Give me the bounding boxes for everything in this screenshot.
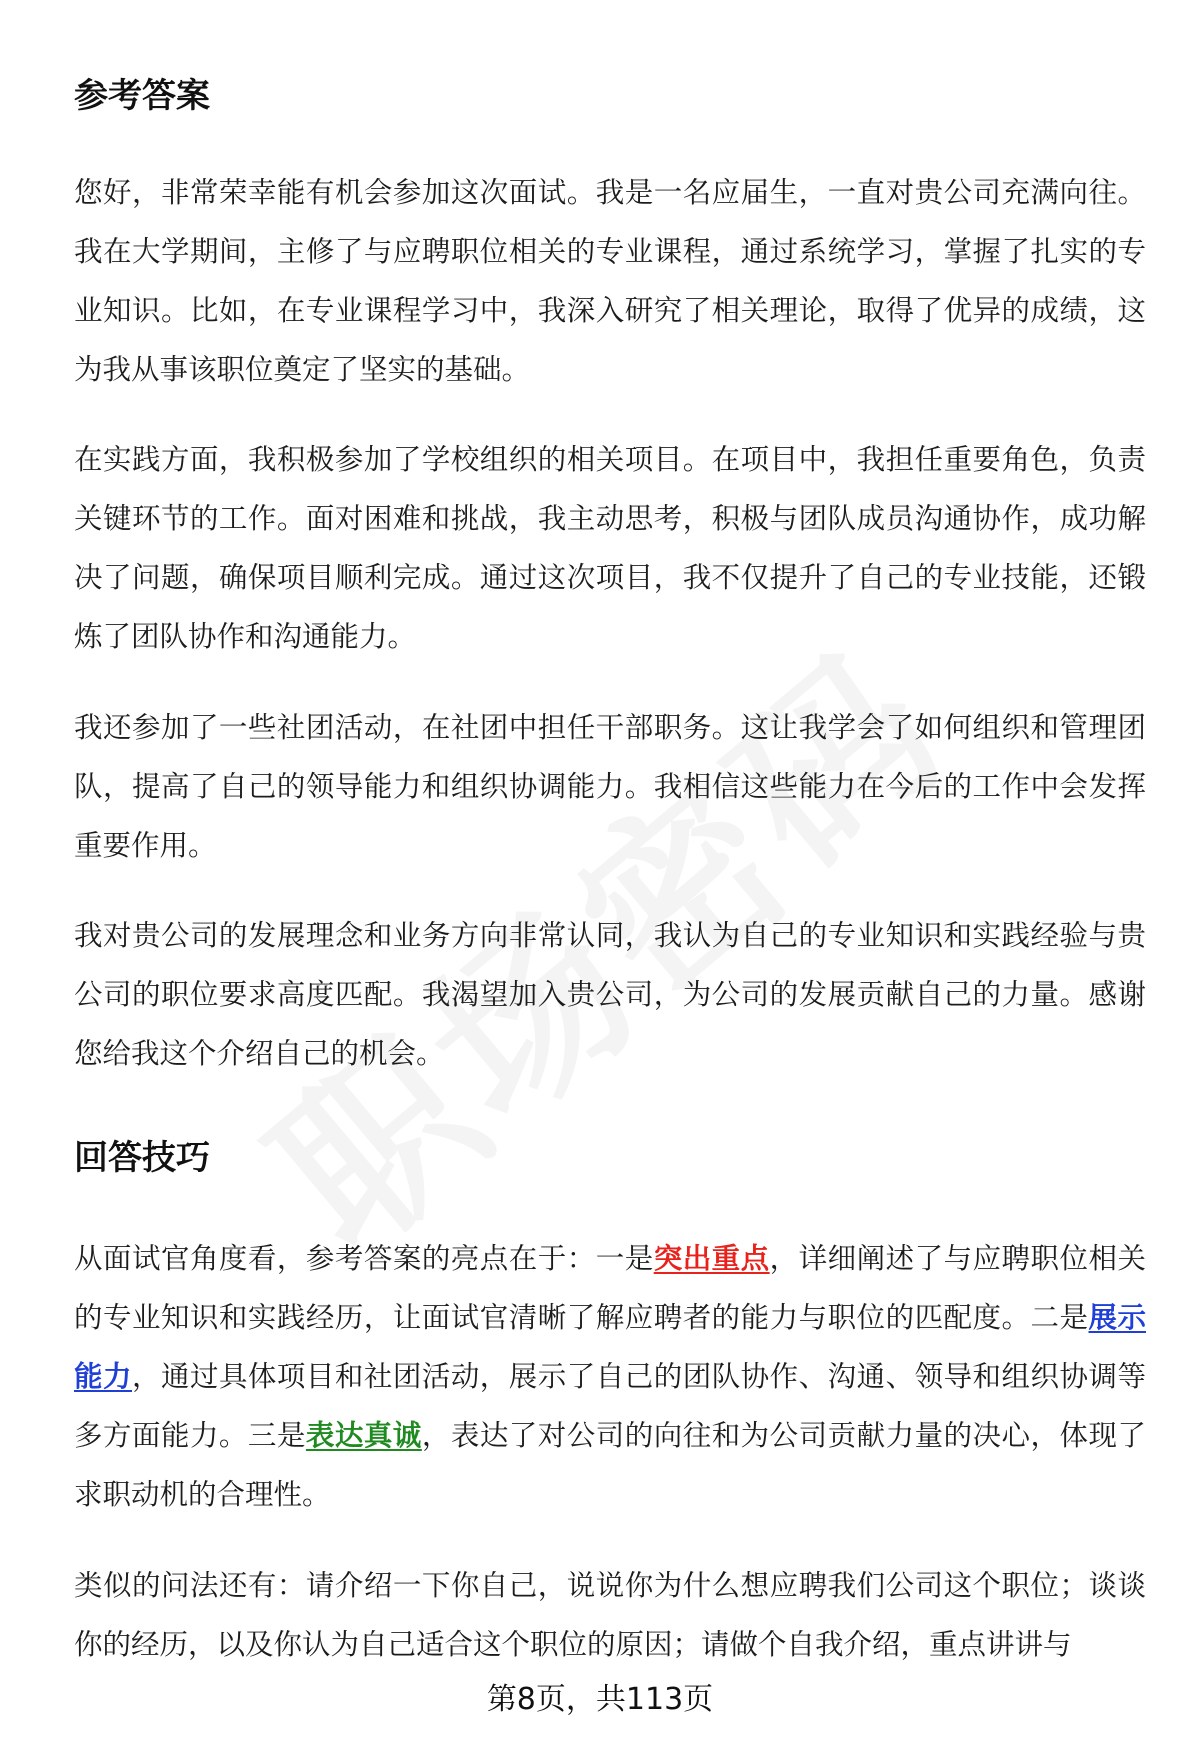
highlight-key-point: 突出重点 bbox=[653, 1242, 770, 1275]
section-heading-answer-tips: 回答技巧 bbox=[74, 1138, 210, 1178]
answer-paragraph-1: 您好，非常荣幸能有机会参加这次面试。我是一名应届生，一直对贵公司充满向往。我在大学期间，主修了与应聘职位相关的专业课程，通过系统学习，掌握了扎实的专业知识。比如，在专业课程学习中，我深入研究了相关理论，取得了优异的成绩，这为我从事该职位奠定了坚实的基础。 bbox=[74, 176, 1146, 386]
highlight-sincerity: 表达真诚 bbox=[305, 1419, 422, 1452]
tips-text-1: 从面试官角度看，参考答案的亮点在于：一是 bbox=[74, 1242, 654, 1275]
tips-text-3: ，通过具体项目和社团活动，展示了自己的团队协作、沟通、领导和组织协调等多方面能力。三是 bbox=[74, 1360, 1146, 1452]
page-number: 第8页，共113页 bbox=[0, 1680, 1200, 1720]
section-heading-reference-answer: 参考答案 bbox=[74, 76, 210, 116]
highlight-show-ability: 展示能力 bbox=[74, 1301, 1146, 1393]
answer-paragraph-4: 我对贵公司的发展理念和业务方向非常认同，我认为自己的专业知识和实践经验与贵公司的职位要求高度匹配。我渴望加入贵公司，为公司的发展贡献自己的力量。感谢您给我这个介绍自己的机会。 bbox=[74, 919, 1146, 1070]
tips-paragraph bbox=[74, 1229, 1146, 1524]
similar-questions-paragraph: 类似的问法还有：请介绍一下你自己，说说你为什么想应聘我们公司这个职位；谈谈你的经历，以及你认为自己适合这个职位的原因；请做个自我介绍，重点讲讲与 bbox=[74, 1569, 1146, 1661]
tips-text-4: ，表达了对公司的向往和为公司贡献力量的决心，体现了求职动机的合理性。 bbox=[74, 1419, 1146, 1511]
answer-paragraph-3: 我还参加了一些社团活动，在社团中担任干部职务。这让我学会了如何组织和管理团队，提高了自己的领导能力和组织协调能力。我相信这些能力在今后的工作中会发挥重要作用。 bbox=[74, 711, 1146, 862]
answer-paragraph-2: 在实践方面，我积极参加了学校组织的相关项目。在项目中，我担任重要角色，负责关键环节的工作。面对困难和挑战，我主动思考，积极与团队成员沟通协作，成功解决了问题，确保项目顺利完成。通过这次项目，我不仅提升了自己的专业技能，还锻炼了团队协作和沟通能力。 bbox=[74, 443, 1146, 653]
tips-text-2: ，详细阐述了与应聘职位相关的专业知识和实践经历，让面试官清晰了解应聘者的能力与职位的匹配度。二是 bbox=[74, 1242, 1146, 1334]
document-page bbox=[74, 0, 1146, 1755]
